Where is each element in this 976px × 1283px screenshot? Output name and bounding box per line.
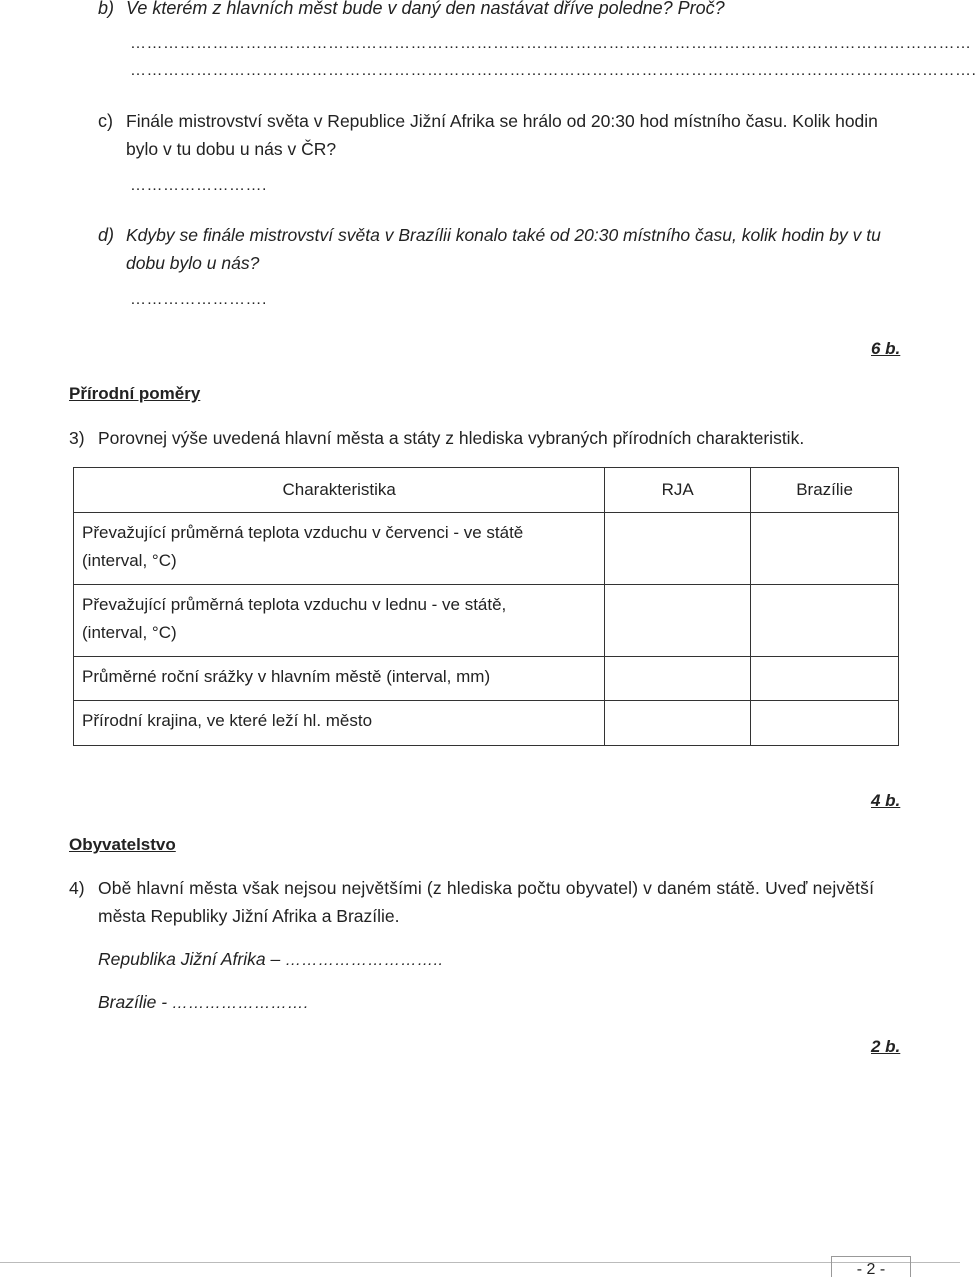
answer-rja-line[interactable]: ………………………..	[285, 952, 444, 969]
q2c-text-line-2: bylo v tu dobu u nás v ČR?	[126, 139, 337, 159]
answer-cell-rja[interactable]	[605, 657, 751, 701]
q2c-text-line-1: Finále mistrovství světa v Republice Jižní Afrika se hrálo od 20:30 hod místního času. Kolik hodin	[126, 111, 878, 131]
row-label-line-1: Převažující průměrná teplota vzduchu v lednu - ve státě,	[82, 595, 507, 614]
q2b-answer-line-1: ………………………………………………………………………………………………………………………………………	[130, 35, 972, 52]
answer-cell-brazil[interactable]	[751, 585, 899, 657]
q4-label: 4)	[69, 878, 85, 898]
answer-cell-brazil[interactable]	[751, 701, 899, 746]
row-label-line-2: (interval, °C)	[82, 551, 177, 570]
row-label-line-2: (interval, °C)	[82, 623, 177, 642]
answer-brazil-label: Brazílie -	[98, 992, 168, 1012]
q4-text-line-1: Obě hlavní města však nejsou největšími (z hlediska počtu obyvatel) v daném státě. Uveď největší	[98, 878, 875, 898]
q4-text-line-2: města Republiky Jižní Afrika a Brazílie.	[98, 906, 400, 926]
answer-brazil-line[interactable]: …………………….	[171, 995, 309, 1012]
answer-rja-label: Republika Jižní Afrika –	[98, 949, 281, 969]
q2d-text-line-2: dobu bylo u nás?	[126, 253, 260, 273]
row-label-line-1: Přírodní krajina, ve které leží hl. město	[82, 711, 373, 730]
q3-label: 3)	[69, 428, 85, 448]
q2c-answer-line: …………………….	[130, 177, 267, 194]
q3-points: 4 b.	[871, 791, 901, 810]
page-number: - 2 -	[831, 1256, 911, 1277]
q2d-answer-line: …………………….	[130, 291, 267, 308]
characteristics-table	[73, 467, 899, 746]
table-row	[74, 701, 899, 746]
table-row	[74, 657, 899, 701]
q2d-label: d)	[98, 225, 115, 245]
q3-text: Porovnej výše uvedená hlavní města a státy z hlediska vybraných přírodních charakteristik.	[98, 428, 805, 448]
table-row	[74, 585, 899, 657]
answer-cell-brazil[interactable]	[751, 657, 899, 701]
table-row	[74, 513, 899, 585]
answer-brazil	[98, 989, 309, 1017]
row-label-line-1: Průměrné roční srážky v hlavním městě (interval, mm)	[82, 667, 491, 686]
table-header-row	[74, 468, 899, 513]
q2-points: 6 b.	[871, 339, 901, 358]
section-heading-nature: Přírodní poměry	[69, 384, 201, 403]
table-header-brazil: Brazílie	[751, 468, 899, 513]
answer-cell-rja[interactable]	[605, 701, 751, 746]
q2b-text: Ve kterém z hlavních měst bude v daný den nastávat dříve poledne? Proč?	[126, 0, 725, 18]
answer-cell-rja[interactable]	[605, 513, 751, 585]
q2d-text-line-1: Kdyby se finále mistrovství světa v Brazílii konalo také od 20:30 místního času, kolik hodin by v tu	[126, 225, 881, 245]
table-row-label	[74, 701, 605, 746]
section-heading-population: Obyvatelstvo	[69, 835, 176, 854]
answer-cell-brazil[interactable]	[751, 513, 899, 585]
q2b-label: b)	[98, 0, 115, 18]
table-row-label	[74, 585, 605, 657]
q2c-label: c)	[98, 111, 113, 131]
table-row-label	[74, 657, 605, 701]
row-label-line-1: Převažující průměrná teplota vzduchu v červenci - ve státě	[82, 523, 524, 542]
table-header-characteristic: Charakteristika	[74, 468, 605, 513]
table-row-label	[74, 513, 605, 585]
answer-rja	[98, 946, 443, 974]
footer-divider	[0, 1262, 960, 1263]
q2b-answer-line-2: ……………………………………………………………………………………………………………………………………….	[130, 62, 976, 79]
table-header-rja: RJA	[605, 468, 751, 513]
answer-cell-rja[interactable]	[605, 585, 751, 657]
q4-points: 2 b.	[871, 1037, 901, 1056]
